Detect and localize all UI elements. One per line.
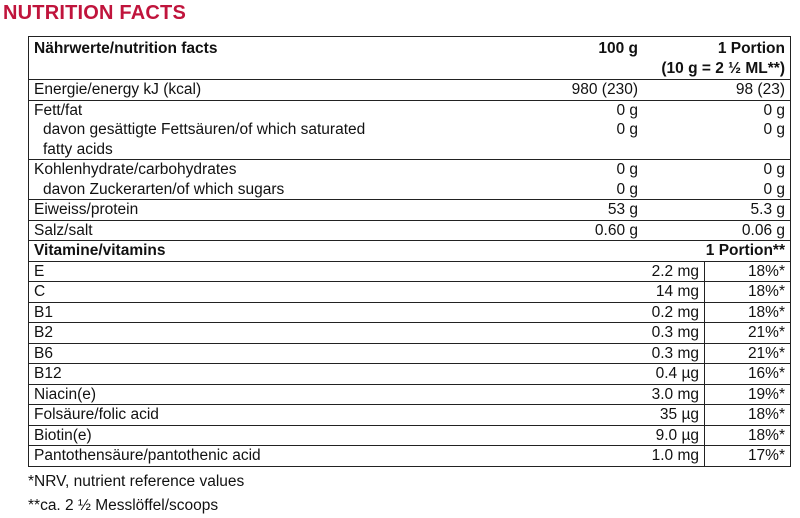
row-label: Energie/energy kJ (kcal) [29, 80, 508, 101]
vitamin-nrv: 19%* [705, 384, 791, 405]
row-portion: 0.06 g [643, 220, 790, 241]
vitamin-amount: 1.0 mg [619, 446, 705, 466]
vitamin-row [29, 282, 790, 303]
vitamin-name: B1 [29, 302, 619, 323]
table-row [29, 100, 790, 120]
vitamin-row [29, 261, 790, 282]
row-per100: 980 (230) [508, 80, 643, 101]
row-per100: 0.60 g [508, 220, 643, 241]
vitamin-amount: 9.0 µg [619, 425, 705, 446]
header-portion-line1: 1 Portion [717, 40, 785, 57]
header-100g: 100 g [598, 40, 638, 57]
vitamin-row [29, 364, 790, 385]
vitamin-nrv: 18%* [705, 302, 791, 323]
row-portion: 0 g [763, 121, 785, 138]
row-per100: 53 g [508, 200, 643, 221]
vitamin-row [29, 425, 790, 446]
nutrition-table [28, 36, 791, 467]
table-row [29, 80, 790, 101]
row-label: davon Zuckerarten/of which sugars [43, 180, 285, 198]
vitamin-nrv: 21%* [705, 343, 791, 364]
row-portion: 5.3 g [643, 200, 790, 221]
row-label: Salz/salt [29, 220, 508, 241]
vitamin-amount: 3.0 mg [619, 384, 705, 405]
vitamin-amount: 14 mg [619, 282, 705, 303]
vitamin-nrv: 18%* [705, 405, 791, 426]
row-per100: 0 g [508, 160, 643, 180]
vitamin-amount: 35 µg [619, 405, 705, 426]
vitamin-name: B6 [29, 343, 619, 364]
vitamin-amount: 0.2 mg [619, 302, 705, 323]
footnote-nrv: *NRV, nutrient reference values [28, 473, 245, 490]
vitamin-nrv: 18%* [705, 425, 791, 446]
vitamin-row [29, 323, 790, 344]
vitamin-amount: 0.3 mg [619, 343, 705, 364]
footnote-scoops: **ca. 2 ½ Messlöffel/scoops [28, 497, 219, 514]
table-row [29, 220, 790, 241]
row-per100: 0 g [508, 100, 643, 120]
vitamins-table [29, 261, 790, 466]
vitamin-name: E [29, 261, 619, 282]
nutrients-table [29, 37, 790, 261]
vitamin-name: Folsäure/folic acid [29, 405, 619, 426]
table-header-row [29, 37, 790, 80]
vitamin-amount: 0.4 µg [619, 364, 705, 385]
table-row [29, 160, 790, 180]
vitamin-nrv: 16%* [705, 364, 791, 385]
row-portion: 0 g [643, 160, 790, 180]
vitamins-body [29, 261, 790, 466]
vitamin-nrv: 18%* [705, 282, 791, 303]
header-label: Nährwerte/nutrition facts [34, 40, 218, 57]
header-portion [643, 37, 790, 80]
page-title: NUTRITION FACTS [3, 2, 186, 24]
header-portion-line2: (10 g = 2 ½ ML**) [661, 59, 785, 77]
row-per100: 0 g [616, 180, 638, 198]
row-per100: 0 g [616, 121, 638, 138]
saturated-label-line2: fatty acids [43, 140, 113, 158]
vitamin-name: Biotin(e) [29, 425, 619, 446]
vitamin-name: B2 [29, 323, 619, 344]
row-label: Fett/fat [29, 100, 508, 120]
table-row [29, 120, 790, 160]
row-label [29, 120, 508, 160]
vitamin-name: Niacin(e) [29, 384, 619, 405]
table-row [29, 200, 790, 221]
saturated-label-line1: davon gesättigte Fettsäuren/of which saturated [43, 121, 366, 138]
vitamins-header-spacer [508, 241, 643, 261]
table-row [29, 180, 790, 200]
vitamin-nrv: 18%* [705, 261, 791, 282]
vitamins-header-row [29, 241, 790, 261]
vitamin-nrv: 17%* [705, 446, 791, 466]
vitamin-name: B12 [29, 364, 619, 385]
vitamins-header-portion: 1 Portion** [643, 241, 790, 261]
vitamin-amount: 0.3 mg [619, 323, 705, 344]
row-portion: 98 (23) [643, 80, 790, 101]
vitamin-name: C [29, 282, 619, 303]
footnotes [28, 470, 244, 518]
row-label: Eiweiss/protein [29, 200, 508, 221]
row-label: Kohlenhydrate/carbohydrates [29, 160, 508, 180]
vitamin-row [29, 343, 790, 364]
vitamin-amount: 2.2 mg [619, 261, 705, 282]
vitamin-nrv: 21%* [705, 323, 791, 344]
vitamin-row [29, 302, 790, 323]
vitamin-row [29, 446, 790, 466]
vitamin-name: Pantothensäure/pantothenic acid [29, 446, 619, 466]
row-portion: 0 g [643, 100, 790, 120]
vitamins-header-label: Vitamine/vitamins [29, 241, 508, 261]
row-portion: 0 g [763, 180, 785, 198]
vitamin-row [29, 405, 790, 426]
vitamin-row [29, 384, 790, 405]
